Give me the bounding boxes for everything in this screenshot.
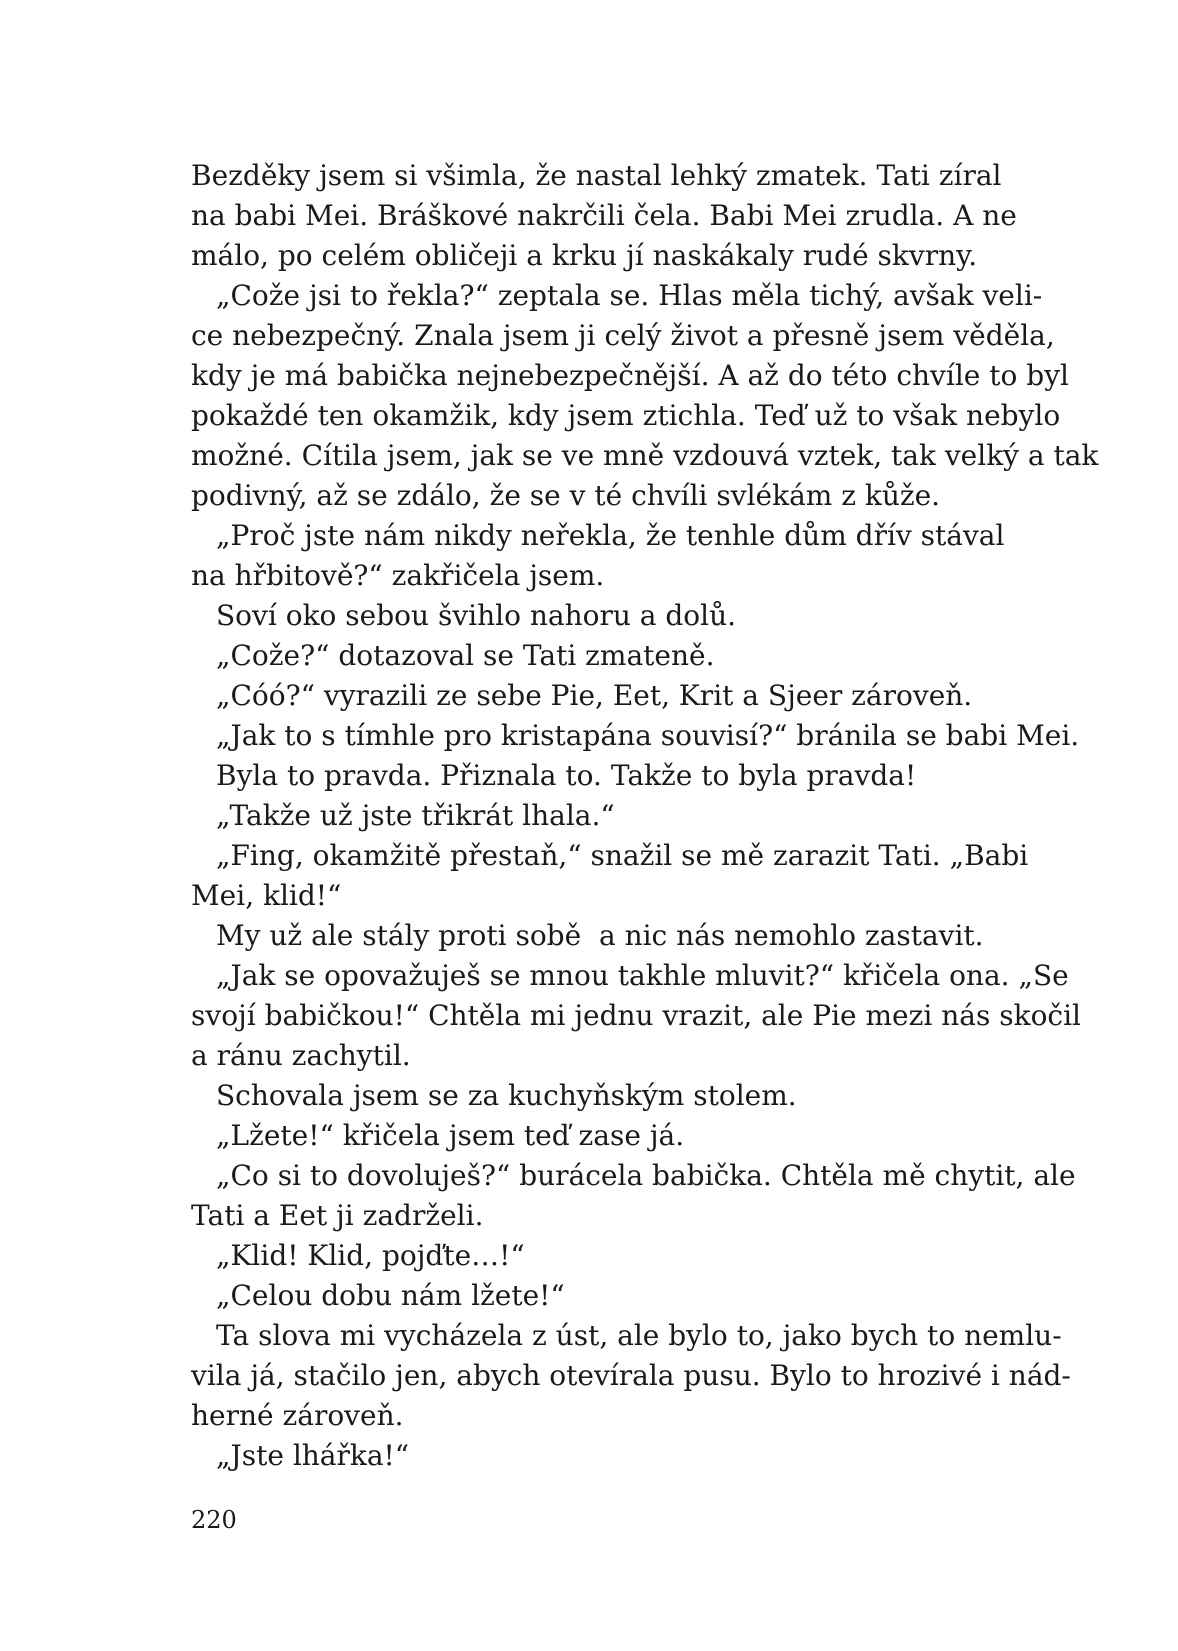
- text-line: „Cože jsi to řekla?“ zeptala se. Hlas měla tichý, avšak veli-: [216, 279, 1043, 312]
- paragraph: [191, 596, 982, 636]
- text-line: Ta slova mi vycházela z úst, ale bylo to, jako bych to nemlu-: [216, 1319, 1062, 1352]
- text-line: Soví oko sebou švihlo nahoru a dolů.: [216, 599, 737, 632]
- text-line: „Klid! Klid, pojďte…!“: [216, 1239, 525, 1272]
- text-line: Schovala jsem se za kuchyňským stolem.: [216, 1079, 797, 1112]
- paragraph: [191, 916, 982, 956]
- paragraph: [191, 836, 1029, 916]
- paragraph: [191, 1116, 982, 1156]
- text-line: „Celou dobu nám lžete!“: [216, 1279, 565, 1312]
- paragraph: [191, 1156, 1076, 1236]
- paragraph: [191, 756, 982, 796]
- text-line: svojí babičkou!“ Chtěla mi jednu vrazit, ale Pie mezi nás skočil: [191, 999, 1082, 1032]
- paragraph: [191, 516, 1005, 596]
- text-line: „Jste lhářka!“: [216, 1439, 410, 1472]
- text-line: Bezděky jsem si všimla, že nastal lehký zmatek. Tati zíral: [191, 159, 1002, 192]
- text-line: herné zároveň.: [191, 1399, 404, 1432]
- text-line: na babi Mei. Bráškové nakrčili čela. Babi Mei zrudla. A ne: [191, 199, 1017, 232]
- text-line: „Jak to s tímhle pro kristapána souvisí?“ bránila se babi Mei.: [216, 719, 1080, 752]
- text-line: a ránu zachytil.: [191, 1039, 411, 1072]
- text-line: „Fing, okamžitě přestaň,“ snažil se mě zarazit Tati. „Babi: [216, 839, 1029, 872]
- text-line: málo, po celém obličeji a krku jí naskákaly rudé skvrny.: [191, 239, 978, 272]
- paragraph: [191, 1236, 982, 1276]
- paragraph: [191, 1076, 982, 1116]
- paragraph: [191, 716, 1080, 756]
- text-line: „Cóó?“ vyrazili ze sebe Pie, Eet, Krit a Sjeer zároveň.: [216, 679, 973, 712]
- paragraph: [191, 1276, 982, 1316]
- text-line: „Takže už jste třikrát lhala.“: [216, 799, 615, 832]
- text-line: vila já, stačilo jen, abych otevírala pusu. Bylo to hrozivé i nád-: [191, 1359, 1071, 1392]
- text-line: pokaždé ten okamžik, kdy jsem ztichla. Teď už to však nebylo: [191, 399, 1061, 432]
- text-line: Mei, klid!“: [191, 879, 342, 912]
- paragraph: [191, 636, 982, 676]
- text-line: „Proč jste nám nikdy neřekla, že tenhle dům dřív stával: [216, 519, 1005, 552]
- paragraph: [191, 156, 1017, 276]
- text-line: na hřbitově?“ zakřičela jsem.: [191, 559, 605, 592]
- text-line: kdy je má babička nejnebezpečnější. A až do této chvíle to byl: [191, 359, 1069, 392]
- text-line: My už ale stály proti sobě a nic nás nemohlo zastavit.: [216, 919, 984, 952]
- text-line: možné. Cítila jsem, jak se ve mně vzdouvá vztek, tak velký a tak: [191, 439, 1099, 472]
- text-line: „Co si to dovoluješ?“ burácela babička. Chtěla mě chytit, ale: [216, 1159, 1076, 1192]
- text-line: „Jak se opovažuješ se mnou takhle mluvit?“ křičela ona. „Se: [216, 959, 1069, 992]
- paragraph: [191, 676, 982, 716]
- text-line: Tati a Eet ji zadrželi.: [191, 1199, 484, 1232]
- text-line: podivný, až se zdálo, že se v té chvíli svlékám z kůže.: [191, 479, 941, 512]
- paragraph: [191, 796, 982, 836]
- text-line: „Lžete!“ křičela jsem teď zase já.: [216, 1119, 685, 1152]
- page-number: 220: [191, 1506, 237, 1534]
- paragraph: [191, 276, 1099, 516]
- paragraph: [191, 1436, 982, 1476]
- paragraph: [191, 1316, 1071, 1436]
- text-line: „Cože?“ dotazoval se Tati zmateně.: [216, 639, 715, 672]
- body-text: [191, 156, 1099, 1476]
- text-line: ce nebezpečný. Znala jsem ji celý život a přesně jsem věděla,: [191, 319, 1055, 352]
- paragraph: [191, 956, 1082, 1076]
- text-line: Byla to pravda. Přiznala to. Takže to byla pravda!: [216, 759, 917, 792]
